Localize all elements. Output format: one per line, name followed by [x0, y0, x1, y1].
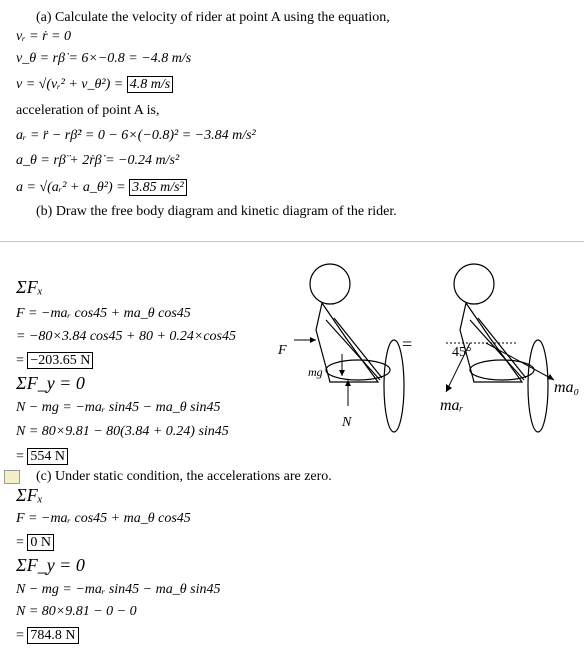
fbd-arm-inner: [334, 318, 382, 378]
label-normal-n: N: [342, 415, 352, 430]
kd-head: [454, 264, 494, 304]
part-c-normal-force-result-box: 784.8 N: [27, 627, 78, 644]
label-weight-mg: mg: [308, 365, 323, 379]
normal-force-result-line: [16, 449, 68, 465]
note-icon[interactable]: [4, 470, 20, 484]
force-f-result-box: −203.65 N: [27, 352, 93, 369]
force-f-result-line: [16, 353, 93, 369]
label-ma-theta: ma₀: [554, 379, 580, 396]
label-force-f: F: [278, 343, 287, 358]
acceleration-intro: acceleration of point A is,: [16, 103, 160, 118]
part-c-force-f-equals: =: [16, 535, 24, 550]
velocity-result-box: 4.8 m/s: [127, 76, 173, 93]
eq-force-f: F = −maᵣ cos45 + ma_θ cos45: [16, 306, 191, 321]
part-c-force-f-result-line: [16, 535, 54, 551]
label-equals-sign: =: [402, 334, 413, 354]
sum-fx-label: ΣFₓ: [16, 277, 43, 297]
force-f-equals: =: [16, 353, 24, 368]
eq-acceleration-magnitude: [16, 180, 187, 196]
fbd-rider: [310, 264, 404, 432]
kd-wheel: [528, 340, 548, 432]
part-c-heading: (c) Under static condition, the accelerations are zero.: [36, 469, 332, 484]
normal-arrowhead: [345, 380, 351, 386]
sum-fy-label: ΣF_y = 0: [16, 373, 85, 393]
part-a-heading: (a) Calculate the velocity of rider at point A using the equation,: [36, 10, 390, 25]
fbd-head: [310, 264, 350, 304]
label-angle-45: 45°: [452, 345, 472, 360]
kd-arm: [470, 320, 524, 380]
part-c-eq-normal-force-substituted: N = 80×9.81 − 0 − 0: [16, 604, 137, 619]
normal-force-equals: =: [16, 449, 24, 464]
part-c-normal-force-result-line: [16, 628, 79, 644]
eq-velocity-magnitude: [16, 77, 173, 93]
part-c-sum-fy-label: ΣF_y = 0: [16, 555, 85, 575]
label-ma-r: maᵣ: [440, 397, 464, 414]
eq-radial-velocity: vᵣ = ṙ = 0: [16, 29, 72, 44]
fbd-wheel: [384, 340, 404, 432]
force-f-arrowhead: [310, 337, 316, 343]
eq-acceleration-lhs: a = √(aᵣ² + a_θ²) =: [16, 180, 126, 195]
part-c-eq-normal-force: N − mg = −maᵣ sin45 − ma_θ sin45: [16, 582, 221, 597]
part-c-eq-force-f: F = −maᵣ cos45 + ma_θ cos45: [16, 511, 191, 526]
section-divider: [0, 241, 584, 242]
eq-transverse-acceleration: a_θ = rβ̈ + 2ṙβ̇ = −0.24 m/s²: [16, 153, 180, 168]
kd-arm-inner: [478, 318, 526, 378]
fbd-arm: [326, 320, 380, 380]
acceleration-result-box: 3.85 m/s²: [129, 179, 187, 196]
eq-velocity-lhs: v = √(vᵣ² + v_θ²) =: [16, 77, 124, 92]
eq-force-f-substituted: = −80×3.84 cos45 + 80 + 0.24×cos45: [16, 329, 237, 344]
weight-arrowhead: [339, 370, 345, 376]
part-c-force-f-result-box: 0 N: [27, 534, 54, 551]
kd-seat: [470, 360, 534, 380]
part-c-sum-fx-label: ΣFₓ: [16, 485, 43, 505]
normal-force-result-box: 554 N: [27, 448, 68, 465]
eq-normal-force: N − mg = −maᵣ sin45 − ma_θ sin45: [16, 400, 221, 415]
fbd-kinetic-diagram: [270, 258, 584, 458]
part-b-heading: (b) Draw the free body diagram and kinetic diagram of the rider.: [36, 204, 397, 219]
part-c-normal-force-equals: =: [16, 628, 24, 643]
eq-normal-force-substituted: N = 80×9.81 − 80(3.84 + 0.24) sin45: [16, 424, 229, 439]
eq-radial-acceleration: aᵣ = r̈ − rβ̇² = 0 − 6×(−0.8)² = −3.84 m/s²: [16, 128, 256, 143]
eq-transverse-velocity: v_θ = rβ̇ = 6×−0.8 = −4.8 m/s: [16, 51, 192, 66]
fbd-seat: [326, 360, 390, 380]
